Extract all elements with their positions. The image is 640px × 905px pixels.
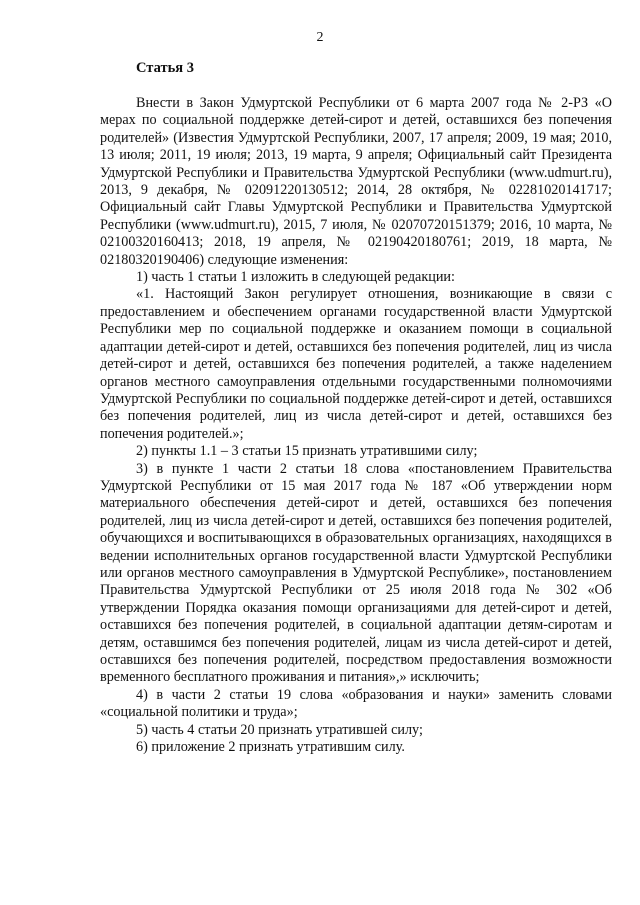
amendment-item-6: 6) приложение 2 признать утратившим силу. xyxy=(136,739,405,756)
page-number: 2 xyxy=(316,30,324,45)
amendment-item-2: 2) пункты 1.1 – 3 статьи 15 признать утратившими силу; xyxy=(136,443,478,460)
article-body xyxy=(100,95,612,756)
quoted-new-text: «1. Настоящий Закон регулирует отношения, возникающие в связи с предоставлением и обеспечением органами государственной власти Удмуртской Республики мер по социальной поддержке и оказанием помощи в социальной адаптации детей-сирот и детей, оставшихся без попечения родителей, лиц из числа детей-сирот и детей, оставшихся без попечения родителей, а также наделением органов местного самоуправления отдельными государственными полномочиями Удмуртской Республики по социальной поддержке детей-сирот и детей, оставшихся без попечения родителей, лиц из числа детей-сирот и детей, оставшихся без попечения родителей.»; xyxy=(100,286,612,442)
article-heading: Статья 3 xyxy=(136,60,194,76)
amendment-item-5: 5) часть 4 статьи 20 признать утратившей силу; xyxy=(136,721,423,738)
amendment-item-1: 1) часть 1 статьи 1 изложить в следующей редакции: xyxy=(136,269,455,286)
intro-paragraph: Внести в Закон Удмуртской Республики от 6 марта 2007 года № 2-РЗ «О мерах по социальной поддержке детей-сирот и детей, оставшихся без попечения родителей» (Известия Удмуртской Республики, 2007, 17 апреля; 2009, 19 мая; 2010, 13 июля; 2011, 19 июля; 2013, 19 марта, 9 апреля; Официальный сайт Президента Удмуртской Республики и Правительства Удмуртской Республики (www.udmurt.ru), 2013, 9 декабря, № 02091220130512; 2014, 28 октября, № 02281020141717; Официальный сайт Главы Удмуртской Республики и Правительства Удмуртской Республики (www.udmurt.ru), 2015, 7 июля, № 02070720151379; 2016, 10 марта, № 02100320160413; 2018, 19 апреля, № 02190420180761; 2019, 18 марта, № 02180320190406) следующие изменения: xyxy=(100,95,612,268)
amendment-item-4: 4) в части 2 статьи 19 слова «образования и науки» заменить словами «социальной политики и труда»; xyxy=(100,686,612,721)
amendment-item-3: 3) в пункте 1 части 2 статьи 18 слова «постановлением Правительства Удмуртской Республики от 15 мая 2017 года № 187 «Об утверждении норм материального обеспечения детей-сирот и детей, оставшихся без попечения родителей, лиц из числа детей-сирот и детей, оставшихся без попечения родителей, обучающихся и воспитывающихся в образовательных организациях, находящихся в ведении исполнительных органов государственной власти Удмуртской Республики или органов местного самоуправления в Удмуртской Республике», постановлением Правительства Удмуртской Республики от 25 июля 2018 года № 302 «Об утверждении Порядка оказания помощи организациями для детей-сирот и детей, оставшихся без попечения родителей, в социальной адаптации детям-сиротам и детям, оставшимся без попечения родителей, лицам из числа детей-сирот и детей, оставшихся без попечения родителей, посредством предоставления возможности временного бесплатного проживания и питания»,» исключить; xyxy=(100,460,612,686)
